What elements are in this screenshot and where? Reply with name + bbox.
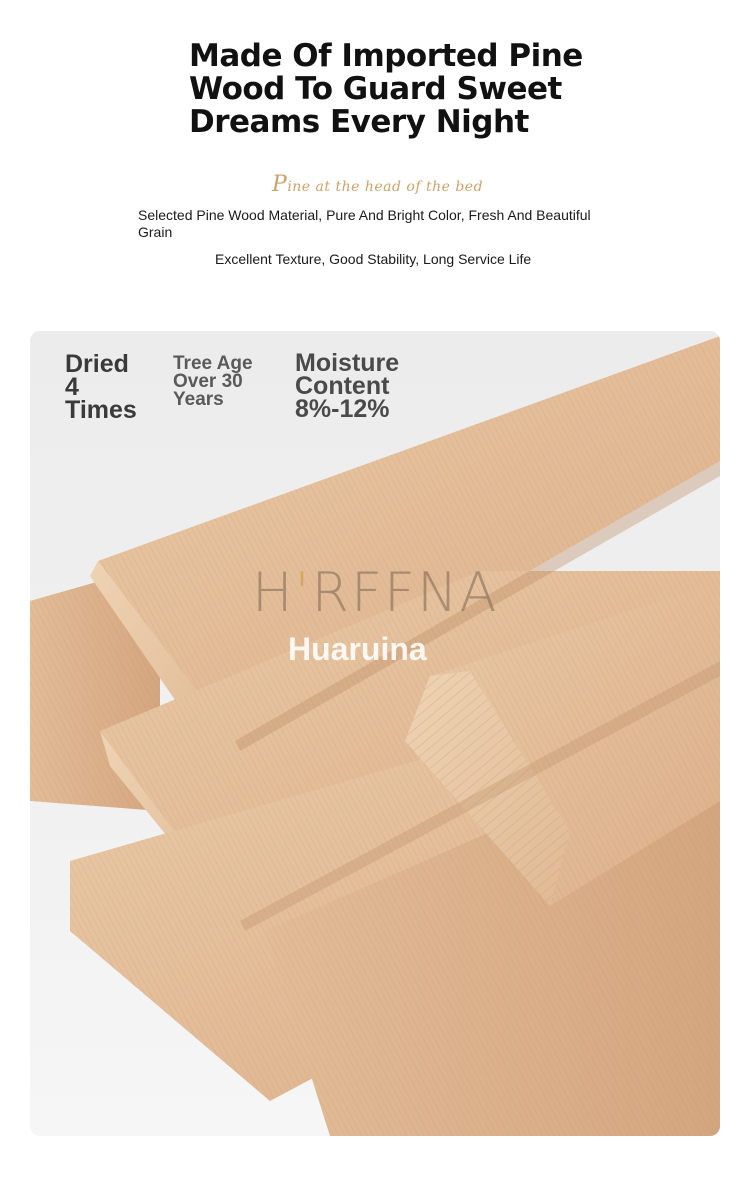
pine-wood-photo xyxy=(30,331,720,1136)
stat-moisture-line-3: 8%-12% xyxy=(295,395,390,423)
page-headline xyxy=(189,40,609,139)
script-tagline-initial: P xyxy=(272,172,288,197)
wood-beams-illustration xyxy=(30,331,720,1136)
stat-dried-line-3: Times xyxy=(65,396,137,424)
stat-tree-age-line-1: Tree Age xyxy=(173,353,253,374)
stat-moisture-content xyxy=(295,349,400,423)
description-line-1: Selected Pine Wood Material, Pure And Bright Color, Fresh And Beautiful Grain xyxy=(138,207,591,240)
brand-logo-accent: ' xyxy=(294,561,312,624)
stat-tree-age-line-2: Over 30 xyxy=(173,371,243,392)
script-tagline-text: ine at the head of the bed xyxy=(287,179,484,195)
stat-dried-times xyxy=(65,350,137,424)
stat-moisture-line-2: Content xyxy=(295,372,390,400)
headline-line-1: Made Of Imported Pine xyxy=(189,38,583,74)
stat-dried-line-2: 4 xyxy=(65,373,79,401)
stat-tree-age xyxy=(173,355,253,409)
headline-line-2: Wood To Guard Sweet xyxy=(189,71,562,107)
script-tagline xyxy=(272,172,483,197)
description-line-2: Excellent Texture, Good Stability, Long Service Life xyxy=(215,251,532,267)
brand-logo-watermark xyxy=(252,561,498,624)
brand-name-watermark: Huaruina xyxy=(288,631,427,667)
brand-logo-first: H xyxy=(252,561,295,624)
stat-tree-age-line-3: Years xyxy=(173,389,224,410)
stat-moisture-line-1: Moisture xyxy=(295,349,400,377)
brand-logo-rest: RFFNA xyxy=(311,561,499,624)
stat-dried-line-1: Dried xyxy=(65,350,129,378)
headline-line-3: Dreams Every Night xyxy=(189,104,529,140)
